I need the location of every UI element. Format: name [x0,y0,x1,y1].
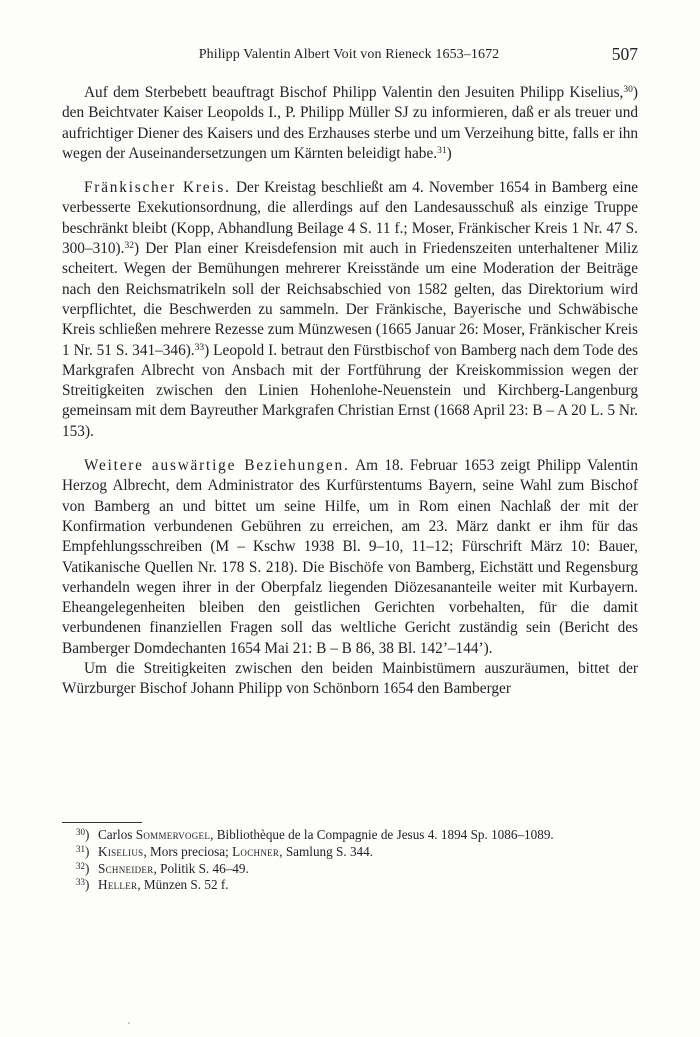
footnote-text: Carlos [98,827,136,842]
footnote-number: $^{33}$) [76,877,90,893]
section-heading: Weitere auswärtige Beziehungen. [84,457,350,475]
paragraph-auswaertige-beziehungen [62,456,638,659]
footnote-text: , Münzen S. 52 f. [137,877,229,893]
footnote-number: $^{32}$) [76,860,90,876]
scan-speck [128,1022,130,1024]
footnote-text: , Samlung S. 344. [279,843,374,859]
paragraph-fraenkischer-kreis [62,178,638,442]
paragraph-mainbistuemer: Um die Streitigkeiten zwischen den beiden Mainbistümern auszuräumen, bittet der Würzburger Bischof Johann Philipp von Schönborn 1654 den Bamberger [62,660,638,698]
footnote-text: , Politik S. 46–49. [153,860,249,876]
text-run: ) Leopold I. betraut den Fürstbischof von Bamberg nach dem Tode des Markgrafen Albrecht von Ansbach mit der Fortführung der Kreiskommission wegen der Streitigkeiten zwischen den Linien Hohenlohe-Neuenstein und Kirchberg-Langenburg gemeinsam mit dem Bayreuther Markgrafen Christian Ernst (1668 April 23: B – A 20 L. 5 Nr. 153). [62,341,638,440]
footnote [76,877,570,894]
text-run: Am 18. Februar 1653 zeigt Philipp Valentin Herzog Albrecht, dem Administrator des Kurfürstentums Bayern, seine Wahl zum Bischof von Bamberg an und bittet um seine Hilfe, um in Rom einen Nachlaß der mit der Konfirmation verbundenen Gebühren zu erreichen, am 23. März dankt er ihm für das Empfehlungsschreiben (M – Kschw 1938 Bl. 9–10, 11–12; Fürschrift März 10: Bauer, Vatikanische Quellen Nr. 178 S. 218). Die Bischöfe von Bamberg, Eichstätt und Regensburg verhandeln wegen ihrer in der Oberpfalz liegenden Diözesananteile weiter mit Kurbayern. Eheangelegenheiten bleiben den geistlichen Gerichten vorbehalten, für die damit verbundenen finanziellen Fragen soll das weltliche Gericht zuständig sein (Bericht des Bamberger Domdechanten 1654 Mai 21: B – B 86, 38 Bl. 142’–144’). [62,457,638,657]
footnote [76,861,570,878]
footnote-rule [62,822,142,823]
footnote-author: Lochner [232,843,280,859]
text-run: ) [446,144,452,162]
running-head [60,44,638,67]
text-run: ) den Beichtvater Kaiser Leopolds I., P. Philipp Müller SJ zu informieren, daß er als treuer und aufrichtiger Diener des Kaisers und des Erzhauses sterbe und um Verzeihung bitte, falls er ihn wegen der Auseinandersetzungen um Kärnten beleidigt habe. [62,84,638,162]
footnote-number-value: 32 [76,860,85,871]
footnote-number-value: 31 [76,843,85,854]
footnote-number-value: 30 [76,827,85,837]
footnote-text: , Bibliothèque de la Compagnie de Jesus 4. 1894 Sp. 1086–1089. [210,827,554,842]
footnote-author: Schneider [98,860,154,876]
footnote [76,827,570,844]
running-title: Philipp Valentin Albert Voit von Rieneck 1653–1672 [198,47,500,62]
page-number: 507 [611,44,638,64]
footnote-ref: 30 [623,85,633,95]
footnote-ref: 32 [124,241,134,252]
text-run: Auf dem Sterbebett beauftragt Bischof Philipp Valentin den Jesuiten Philipp Kiselius, [84,84,624,101]
footnote-ref: 31 [437,145,447,156]
footnote-number-value: 33 [76,877,85,888]
body-text [62,83,638,700]
footnote-number: $^{31}$) [76,843,90,859]
footnote-text: , Mors preciosa; [143,843,233,859]
paragraph-sterbebett [62,83,638,164]
footnote-author: Kiselius [98,843,144,859]
footnote-number: $^{30}$) [76,827,90,842]
footnote [76,844,570,861]
footnote-author: Heller [98,877,138,893]
footnote-author: Sommervogel [135,827,211,842]
text-run: ) Der Plan einer Kreisdefension mit auch in Friedenszeiten unterhaltener Miliz scheitert. Wegen der Bemühungen mehrerer Kreisstände um eine Moderation der Beiträge nach den Reichsmatrikeln soll der Reichsabschied von 1582 gelten, das Direktorium wird verpflichtet, die Beschwerden zu sammeln. Der Fränkische, Bayerische und Schwäbische Kreis schließen mehrere Rezesse zum Münzwesen (1665 Januar 26: Moser, Fränkischer Kreis 1 Nr. 51 S. 341–346). [62,240,638,359]
text-run: Der Kreistag beschließt am 4. November 1654 in Bamberg eine verbesserte Exekutionsordnung, die allerdings auf den Landesausschuß als einzige Truppe beschränkt bleibt (Kopp, Abhandlung Beilage 4 S. 11 f.; Moser, Fränkischer Kreis 1 Nr. 47 S. 300–310). [62,179,639,258]
footnote-ref: 33 [194,342,205,353]
section-heading: Fränkischer Kreis. [84,179,231,197]
footnotes [76,827,570,894]
